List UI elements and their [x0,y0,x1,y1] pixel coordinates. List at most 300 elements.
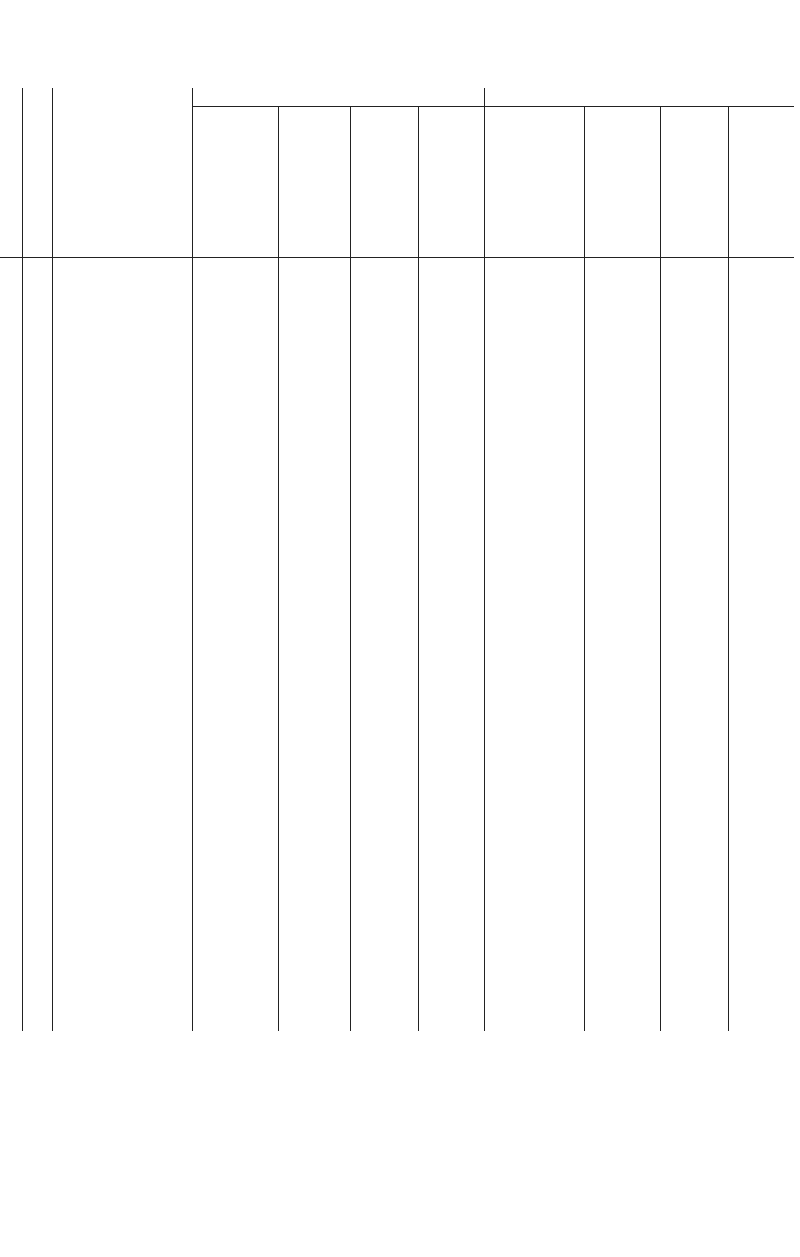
row-number [0,342,22,359]
table-cell [350,863,418,880]
district-name [52,560,192,577]
table-cell [418,812,484,829]
district-name [52,426,192,443]
table-cell [350,510,418,527]
table-cell [728,661,794,678]
table-cell [278,829,350,846]
table-row [0,745,794,762]
table-cell [584,863,660,880]
table-cell [484,409,584,426]
table-cell [660,577,728,594]
row-number [0,426,22,443]
table-cell [418,644,484,661]
row-number [0,997,22,1014]
table-cell [278,308,350,325]
table-cell [192,1014,278,1031]
division-label [22,829,52,930]
table-cell [350,460,418,477]
table-cell [584,577,660,594]
table-cell [728,476,794,493]
table-cell [484,879,584,896]
table-cell [584,980,660,997]
table-cell [728,829,794,846]
table-cell [728,460,794,477]
table-cell [350,745,418,762]
table-cell [660,493,728,510]
table-cell [728,863,794,880]
table-cell [350,879,418,896]
row-number [0,762,22,779]
table-cell [484,325,584,342]
table-cell [192,728,278,745]
table-cell [728,1014,794,1031]
table-cell [484,812,584,829]
row-number [0,947,22,964]
row-number [0,879,22,896]
table-cell [418,443,484,460]
table-cell [278,728,350,745]
table-cell [418,493,484,510]
table-cell [192,863,278,880]
table-cell [584,342,660,359]
table-cell [660,712,728,729]
table-cell [192,930,278,947]
table-cell [728,846,794,863]
table-cell [484,628,584,645]
table-cell [728,292,794,309]
table-cell [278,510,350,527]
table-cell [484,980,584,997]
table-cell [584,896,660,913]
header-number [0,88,22,258]
row-number [0,409,22,426]
table-cell [728,997,794,1014]
table-cell [278,947,350,964]
table-cell [584,292,660,309]
table-row [0,695,794,712]
table-cell [484,258,584,275]
table-cell [192,426,278,443]
district-name [52,779,192,796]
table-cell [418,712,484,729]
table-cell [192,678,278,695]
district-name [52,829,192,846]
table-row [0,325,794,342]
table-cell [660,829,728,846]
table-row [0,359,794,376]
table-cell [350,947,418,964]
division-label [22,342,52,426]
row-number [0,258,22,275]
table-cell [584,695,660,712]
table-cell [278,376,350,393]
table-cell [584,628,660,645]
table-cell [192,611,278,628]
table-cell [278,762,350,779]
table-cell [660,258,728,275]
table-row [0,863,794,880]
row-number [0,1014,22,1031]
table-cell [728,325,794,342]
table-cell [660,392,728,409]
row-number [0,577,22,594]
table-cell [278,661,350,678]
row-number [0,493,22,510]
table-cell [584,930,660,947]
table-cell [660,695,728,712]
table-cell [418,292,484,309]
district-name [52,577,192,594]
table-row [0,846,794,863]
table-cell [278,628,350,645]
table-cell [418,762,484,779]
table-cell [484,544,584,561]
table-cell [192,443,278,460]
row-number [0,325,22,342]
table-cell [418,325,484,342]
table-cell [418,460,484,477]
table-row [0,426,794,443]
table-cell [660,930,728,947]
district-name [52,913,192,930]
table-cell [350,678,418,695]
header-year-1929-30 [484,88,794,107]
row-number [0,510,22,527]
district-name [52,325,192,342]
table-cell [584,963,660,980]
division-label [22,426,52,527]
table-cell [192,342,278,359]
table-cell [418,913,484,930]
table-row [0,544,794,561]
table-cell [660,325,728,342]
division-label [22,779,52,829]
table-cell [192,493,278,510]
table-cell [484,947,584,964]
district-name [52,678,192,695]
district-name [52,493,192,510]
table-cell [192,997,278,1014]
table-cell [660,560,728,577]
header-col-8 [728,107,794,258]
table-cell [584,308,660,325]
table-cell [192,594,278,611]
table-cell [350,829,418,846]
table-cell [192,460,278,477]
table-cell [192,392,278,409]
table-cell [484,846,584,863]
district-name [52,476,192,493]
district-name [52,460,192,477]
table-cell [192,275,278,292]
table-cell [350,796,418,813]
table-row [0,712,794,729]
table-cell [484,376,584,393]
table-cell [350,409,418,426]
table-cell [660,779,728,796]
table-cell [660,863,728,880]
table-row [0,560,794,577]
row-number [0,544,22,561]
table-cell [584,1014,660,1031]
table-cell [728,409,794,426]
table-cell [728,963,794,980]
table-cell [484,661,584,678]
row-number [0,913,22,930]
district-name [52,963,192,980]
table-cell [192,544,278,561]
table-cell [584,510,660,527]
row-number [0,695,22,712]
table-cell [278,275,350,292]
district-name [52,359,192,376]
table-cell [278,879,350,896]
table-cell [728,695,794,712]
table-cell [728,947,794,964]
division-label [22,527,52,594]
table-cell [584,359,660,376]
table-cell [192,846,278,863]
table-cell [350,963,418,980]
row-number [0,560,22,577]
table-cell [418,661,484,678]
district-name [52,392,192,409]
table-cell [278,392,350,409]
table-row [0,980,794,997]
table-cell [584,443,660,460]
table-cell [484,392,584,409]
table-cell [418,930,484,947]
district-name [52,443,192,460]
table-cell [728,560,794,577]
table-cell [350,342,418,359]
table-cell [728,644,794,661]
table-cell [192,712,278,729]
table-cell [660,611,728,628]
table-cell [278,527,350,544]
table-cell [660,879,728,896]
table-cell [584,661,660,678]
table-cell [728,594,794,611]
table-cell [192,947,278,964]
table-cell [418,577,484,594]
district-name [52,695,192,712]
table-cell [484,728,584,745]
table-cell [418,628,484,645]
district-name [52,947,192,964]
district-name [52,997,192,1014]
table-cell [418,879,484,896]
table-cell [584,476,660,493]
table-row [0,409,794,426]
table-cell [278,594,350,611]
table-cell [350,628,418,645]
table-cell [484,997,584,1014]
table-cell [192,359,278,376]
table-cell [192,325,278,342]
table-cell [278,863,350,880]
table-cell [584,258,660,275]
table-cell [728,896,794,913]
table-cell [192,292,278,309]
header-col-2 [278,107,350,258]
table-cell [192,913,278,930]
district-name [52,611,192,628]
table-cell [660,510,728,527]
table-cell [278,745,350,762]
table-cell [660,594,728,611]
table-cell [278,896,350,913]
table-cell [192,527,278,544]
table-cell [418,527,484,544]
table-cell [728,762,794,779]
table-cell [350,476,418,493]
table-cell [660,275,728,292]
table-cell [728,930,794,947]
table-cell [192,258,278,275]
district-name [52,879,192,896]
table-cell [584,560,660,577]
table-cell [192,409,278,426]
table-cell [278,292,350,309]
table-cell [278,409,350,426]
table-cell [418,510,484,527]
division-label [22,661,52,728]
table-cell [350,426,418,443]
row-number [0,796,22,813]
table-cell [278,695,350,712]
table-row [0,292,794,309]
table-cell [350,913,418,930]
table-cell [728,712,794,729]
table-cell [660,342,728,359]
table-cell [660,728,728,745]
table-cell [584,644,660,661]
row-number [0,980,22,997]
table-cell [418,342,484,359]
table-row [0,476,794,493]
table-row [0,275,794,292]
table-cell [584,745,660,762]
table-cell [418,745,484,762]
table-cell [660,544,728,561]
table-cell [350,258,418,275]
table-cell [660,628,728,645]
table-cell [484,930,584,947]
table-cell [350,779,418,796]
table-cell [484,896,584,913]
table-cell [350,762,418,779]
table-cell [660,308,728,325]
table-cell [484,510,584,527]
table-cell [418,544,484,561]
row-number [0,829,22,846]
table-cell [350,846,418,863]
table-row [0,594,794,611]
district-name [52,812,192,829]
table-cell [484,577,584,594]
table-cell [350,308,418,325]
table-cell [350,577,418,594]
row-number [0,376,22,393]
table-cell [484,695,584,712]
table-cell [484,460,584,477]
table-cell [484,443,584,460]
table-cell [728,796,794,813]
table-cell [584,527,660,544]
table-cell [660,913,728,930]
table-cell [660,376,728,393]
table-cell [278,258,350,275]
table-row [0,644,794,661]
district-name [52,980,192,997]
table-cell [278,342,350,359]
row-number [0,728,22,745]
table-cell [350,544,418,561]
table-cell [728,728,794,745]
table-cell [660,426,728,443]
table-cell [728,426,794,443]
table-cell [350,443,418,460]
header-col-1 [192,107,278,258]
table-cell [418,376,484,393]
row-number [0,392,22,409]
table-cell [484,527,584,544]
table-row [0,963,794,980]
table-cell [584,611,660,628]
table-cell [418,1014,484,1031]
table-cell [584,376,660,393]
table-cell [584,947,660,964]
table-cell [484,779,584,796]
table-cell [192,762,278,779]
table-cell [192,695,278,712]
table-cell [584,879,660,896]
table-cell [660,812,728,829]
table-cell [350,359,418,376]
table-cell [484,476,584,493]
footnotes [30,1148,790,1154]
table-cell [728,359,794,376]
table-cell [278,997,350,1014]
table-cell [484,359,584,376]
table-cell [278,930,350,947]
table-cell [728,913,794,930]
table-cell [728,745,794,762]
row-number [0,712,22,729]
table-cell [350,594,418,611]
table-cell [192,812,278,829]
table-row [0,896,794,913]
table-cell [660,359,728,376]
table-cell [278,359,350,376]
table-cell [484,1014,584,1031]
district-name [52,308,192,325]
table-cell [278,846,350,863]
table-row [0,493,794,510]
header-col-5 [484,107,584,258]
table-cell [350,611,418,628]
district-name [52,762,192,779]
district-name [52,376,192,393]
table-row [0,611,794,628]
table-cell [584,594,660,611]
table-cell [350,325,418,342]
header-district [52,88,192,258]
table-cell [584,846,660,863]
table-row [0,577,794,594]
table-row [0,762,794,779]
